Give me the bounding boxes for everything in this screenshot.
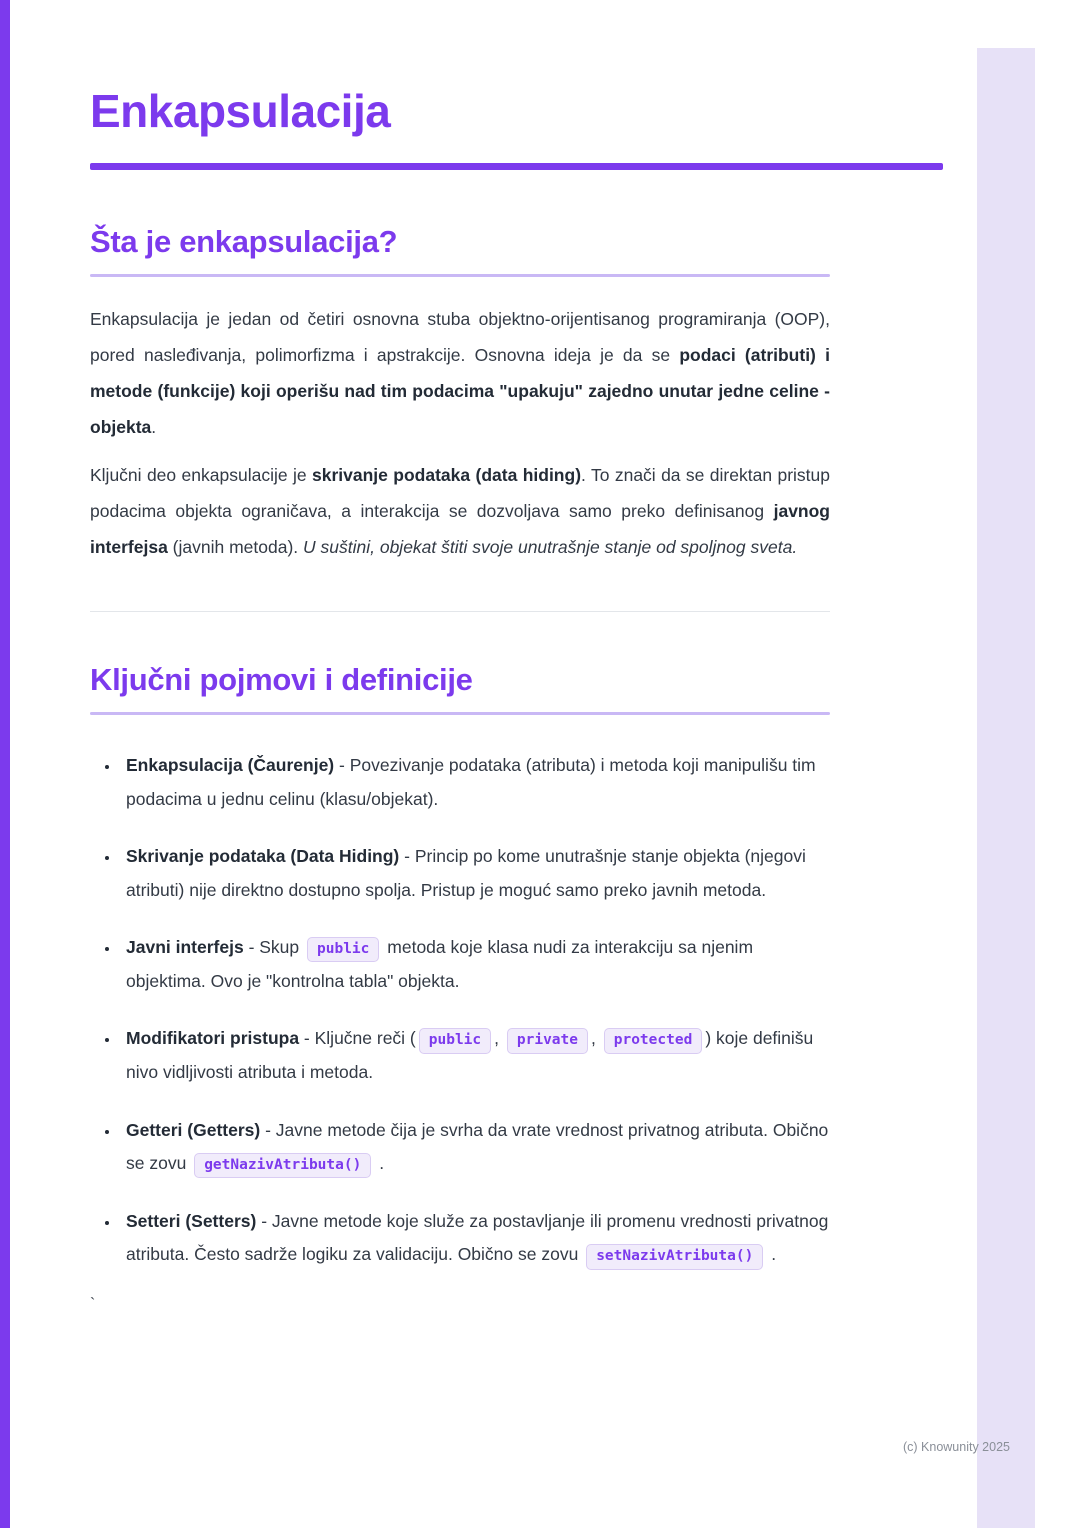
italic-text-run: U suštini, objekat štiti svoje unutrašnje stanje od spoljnog sveta. bbox=[303, 536, 798, 557]
text-run: . To znači da se direktan pristup podacima objekta ograničava, a interakcija se dozvoljava samo preko definisanog bbox=[90, 464, 830, 521]
stray-backtick: ` bbox=[90, 1296, 96, 1314]
bold-text-run: podaci (atributi) i metode (funkcije) koji operišu nad tim podacima "upakuju" zajedno unutar jedne celine - objekta bbox=[90, 344, 830, 437]
text-run: - Javne metode koje služe za postavljanje ili promenu vrednosti privatnog atributa. Često sadrže logiku za validaciju. Obično se zovu bbox=[126, 1210, 829, 1265]
paragraph-intro bbox=[90, 301, 830, 445]
text-run: , bbox=[494, 1028, 504, 1049]
list-item-data-hiding bbox=[120, 840, 830, 907]
terms-list bbox=[90, 749, 830, 1272]
list-item-public-interface bbox=[120, 931, 830, 998]
bold-text-run: Enkapsulacija (Čaurenje) bbox=[126, 754, 335, 775]
list-item-encapsulation bbox=[120, 749, 830, 816]
paragraph-data-hiding bbox=[90, 457, 830, 565]
section-heading-what-is: Šta je enkapsulacija? bbox=[90, 223, 398, 259]
code-chip: public bbox=[419, 1028, 491, 1053]
left-accent-bar bbox=[0, 0, 10, 1528]
bold-text-run: skrivanje podataka (data hiding) bbox=[312, 464, 582, 485]
heading-underline bbox=[90, 712, 830, 715]
text-run: (javnih metoda). bbox=[167, 536, 304, 557]
text-run: . bbox=[374, 1153, 385, 1174]
code-chip: getNazivAtributa() bbox=[194, 1153, 371, 1178]
text-run: - Princip po kome unutrašnje stanje objekta (njegovi atributi) nije direktno dostupno spolja. Pristup je moguć samo preko javnih metoda. bbox=[126, 846, 806, 900]
bold-text-run: Modifikatori pristupa bbox=[126, 1028, 300, 1049]
bold-text-run: Javni interfejs bbox=[126, 937, 244, 958]
list-item-access-modifiers bbox=[120, 1022, 830, 1089]
text-run: - Ključne reči ( bbox=[299, 1028, 416, 1049]
list-item-getters bbox=[120, 1114, 830, 1181]
text-run: Enkapsulacija je jedan od četiri osnovna stuba objektno-orijentisanog programiranja (OOP), pored nasleđivanja, polimorfizma i apstrakcije. Osnovna ideja je da se bbox=[90, 308, 830, 365]
text-run: - Javne metode čija je svrha da vrate vrednost privatnog atributa. Obično se zovu bbox=[126, 1119, 829, 1174]
text-run: - Povezivanje podataka (atributa) i metoda koji manipulišu tim podacima u jednu celinu (klasu/objekat). bbox=[126, 754, 816, 809]
code-chip: private bbox=[507, 1028, 588, 1053]
text-run: - Skup bbox=[243, 937, 305, 958]
document-body bbox=[90, 86, 830, 1314]
section-heading-key-terms: Ključni pojmovi i definicije bbox=[90, 661, 473, 697]
bold-text-run: javnog interfejsa bbox=[90, 500, 830, 557]
bold-text-run: Setteri (Setters) bbox=[126, 1210, 257, 1231]
footer-copyright: (c) Knowunity 2025 bbox=[902, 1440, 1010, 1454]
right-accent-strip bbox=[977, 48, 1035, 1528]
code-chip: setNazivAtributa() bbox=[586, 1244, 763, 1269]
code-chip: public bbox=[307, 937, 379, 962]
text-run: , bbox=[591, 1028, 601, 1049]
text-run: metoda koje klasa nudi za interakciju sa njenim objektima. Ovo je "kontrolna tabla" objekta. bbox=[126, 937, 754, 991]
bold-text-run: Skrivanje podataka (Data Hiding) bbox=[126, 846, 400, 867]
page-title: Enkapsulacija bbox=[90, 85, 391, 137]
text-run: . bbox=[151, 416, 157, 437]
list-item-setters bbox=[120, 1205, 830, 1272]
text-run: ) koje definišu nivo vidljivosti atributa i metoda. bbox=[126, 1028, 814, 1083]
section-divider bbox=[90, 611, 830, 612]
title-rule bbox=[90, 163, 943, 170]
heading-underline bbox=[90, 274, 830, 277]
text-run: Ključni deo enkapsulacije je bbox=[90, 464, 312, 485]
bold-text-run: Getteri (Getters) bbox=[126, 1119, 261, 1140]
code-chip: protected bbox=[604, 1028, 703, 1053]
text-run: . bbox=[766, 1244, 777, 1265]
